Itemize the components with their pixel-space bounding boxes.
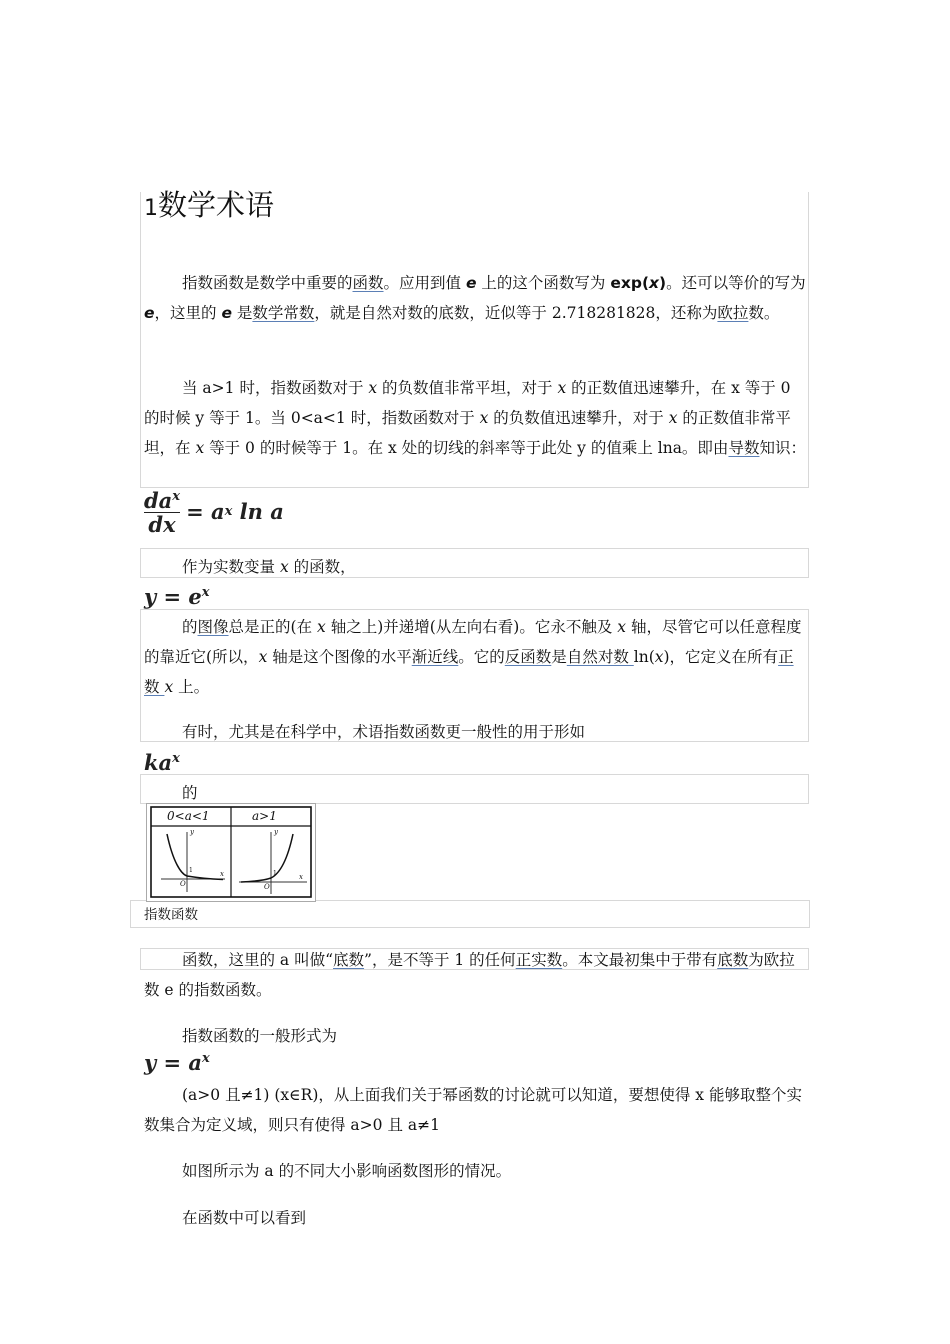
link-positive-real[interactable]: 正实数 xyxy=(515,951,563,969)
link-math-constant[interactable]: 数学常数 xyxy=(252,304,315,322)
exponential-figure xyxy=(146,803,316,902)
paragraph-behavior: 当 a>1 时，指数函数对于 x 的负数值非常平坦，对于 x 的正数值迅速攀升，在 x 等于 0 的时候 y 等于 1。当 0<a<1 时，指数函数对于 x 的负数值迅速攀升，对于 x 的正数值非常平坦，在 x 等于 0 的时候等于 1。在 x 处的切线的斜率等于此处 y 的值乘上 lna。即由导数知识： xyxy=(144,379,806,457)
growth-curve xyxy=(241,834,293,882)
paragraph-figure-note: 如图所示为 a 的不同大小影响函数图形的情况。 xyxy=(182,1162,512,1180)
paragraph-general-use: 有时，尤其是在科学中，术语指数函数更一般性的用于形如 xyxy=(182,723,586,741)
section-heading: 1数学术语 xyxy=(144,188,275,222)
paragraph-real-variable: 作为实数变量 x 的函数， xyxy=(182,558,356,576)
paragraph-graph: 的图像总是正的(在 x 轴之上)并递增(从左向右看)。它永不触及 x 轴，尽管它可以任意程度的靠近它(所以，x 轴是这个图像的水平渐近线。它的反函数是自然对数 ln(x)，它定义在所有正数 x 上。 xyxy=(144,618,802,696)
link-function[interactable]: 函数 xyxy=(352,274,384,292)
link-derivative[interactable]: 导数 xyxy=(728,439,760,457)
link-euler[interactable]: 欧拉 xyxy=(717,304,749,322)
formula-ax: $y = a^x$ xyxy=(144,1050,210,1075)
axis-x-right: x xyxy=(299,873,303,881)
axis-y-right: y xyxy=(274,828,278,836)
paragraph-observe: 在函数中可以看到 xyxy=(182,1209,307,1227)
link-positive-number[interactable]: 正数 xyxy=(144,648,794,696)
paragraph-definition: 指数函数是数学中重要的函数。应用到值 e 上的这个函数写为 exp(x)。还可以等价的写为 e，这里的 e 是数学常数，就是自然对数的底数，近似等于 2.718281828，还称为欧拉数。 xyxy=(144,274,806,322)
link-graph[interactable]: 图像 xyxy=(197,618,229,636)
formula-kax: $ka^x$ xyxy=(144,750,180,775)
paragraph-de: 的 xyxy=(182,784,198,802)
col-label-right: a>1 xyxy=(252,809,277,823)
origin-right: O xyxy=(264,883,270,891)
text-frame-5 xyxy=(130,900,810,928)
col-label-left: 0<a<1 xyxy=(167,809,210,823)
paragraph-domain: (a>0 且≠1) (x∈R)，从上面我们关于幂函数的讨论就可以知道，要想使得 x 能够取整个实数集合为定义域，则只有使得 a>0 且 a≠1 xyxy=(144,1086,802,1134)
link-natural-log[interactable]: 自然对数 xyxy=(566,648,634,666)
link-base[interactable]: 底数 xyxy=(333,951,365,969)
figure-caption: 指数函数 xyxy=(144,907,198,923)
link-inverse-function[interactable]: 反函数 xyxy=(504,648,552,666)
link-base-2[interactable]: 底数 xyxy=(717,951,749,969)
link-asymptote[interactable]: 渐近线 xyxy=(411,648,459,666)
axis-x-left: x xyxy=(220,870,224,878)
origin-left: O xyxy=(180,880,186,888)
one-left: 1 xyxy=(189,867,193,874)
formula-exp: $y = e^x$ xyxy=(144,584,210,609)
one-right: 1 xyxy=(273,870,277,877)
paragraph-general-form: 指数函数的一般形式为 xyxy=(182,1027,338,1045)
axis-y-left: y xyxy=(190,828,194,836)
paragraph-base: 函数，这里的 a 叫做“底数”，是不等于 1 的任何正实数。本文最初集中于带有底数为欧拉数 e 的指数函数。 xyxy=(144,951,795,999)
formula-derivative: $da^x$ dx = a x ln a xyxy=(144,488,284,537)
decay-curve xyxy=(167,834,223,880)
